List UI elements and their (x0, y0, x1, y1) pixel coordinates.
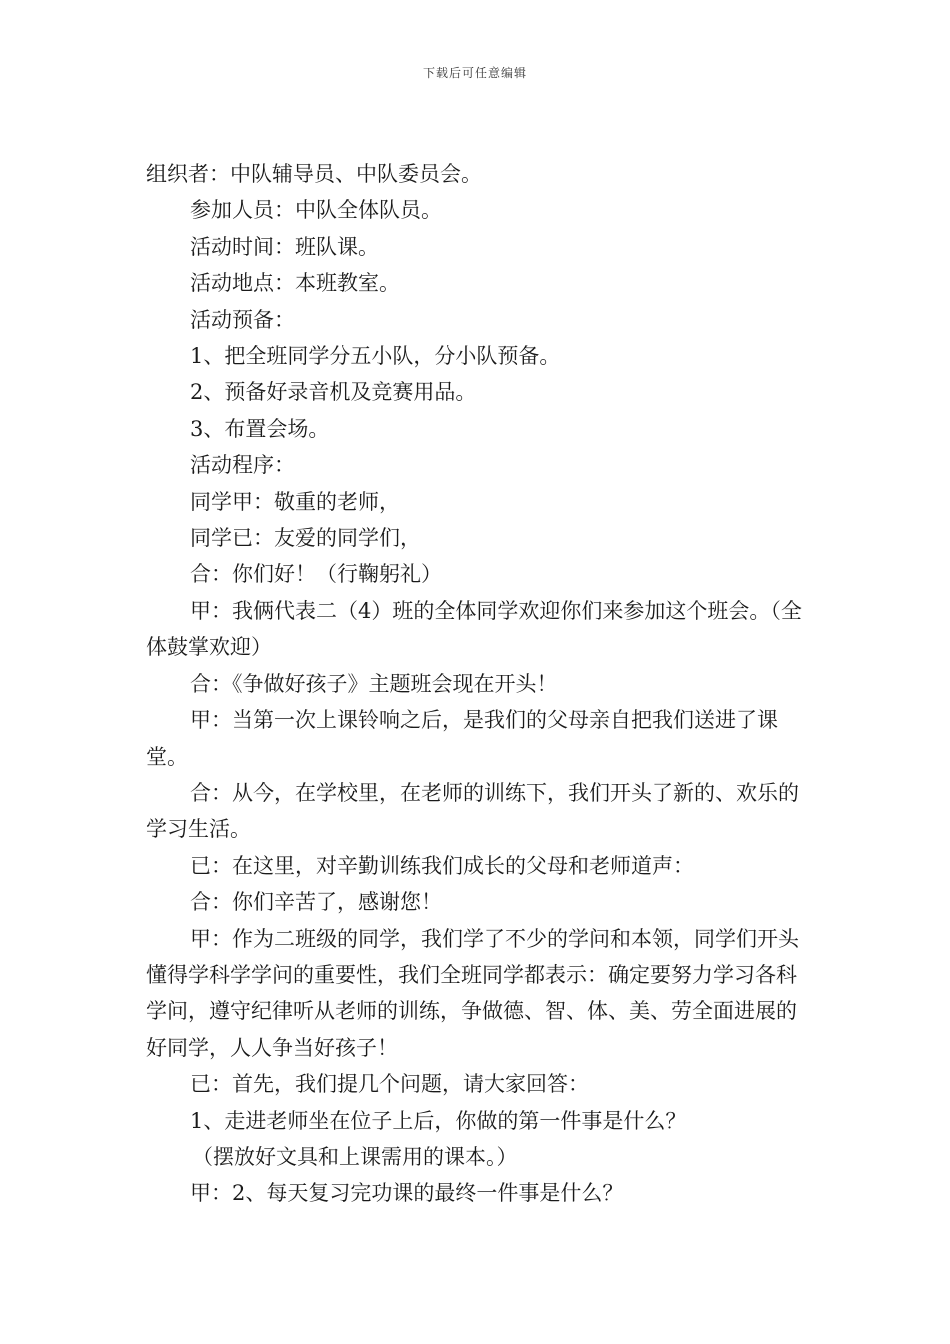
paragraph-dialogue: 甲：作为二班级的同学，我们学了不少的学问和本领，同学们开头懂得学科学学问的重要性，我们全班同学都表示：确定要努力学习各科学问，遵守纪律听从老师的训练，争做德、智、体、美、劳全面进展的好同学，人人争当好孩子！ (146, 926, 799, 1060)
paragraph-dialogue: 甲：当第一次上课铃响之后，是我们的父母亲自把我们送进了课堂。 (146, 708, 778, 769)
paragraph-participants: 参加人员：中队全体队员。 (190, 198, 442, 223)
paragraph-preparation-item-1: 1、把全班同学分五小队，分小队预备。 (190, 344, 561, 369)
paragraph-dialogue: 同学甲：敬重的老师， (190, 489, 400, 514)
paragraph-preparation-item-2: 2、预备好录音机及竞赛用品。 (190, 380, 477, 405)
paragraph-preparation-item-3: 3、布置会场。 (190, 416, 330, 441)
paragraph-location: 活动地点：本班教室。 (190, 271, 400, 296)
paragraph-dialogue: 已：在这里，对辛勤训练我们成长的父母和老师道声： (190, 853, 694, 878)
document-body (146, 156, 806, 1212)
paragraph-dialogue: 合：从今，在学校里，在老师的训练下，我们开头了新的、欢乐的学习生活。 (146, 780, 799, 842)
paragraph-time: 活动时间：班队课。 (190, 234, 379, 259)
paragraph-answer: （摆放好文具和上课需用的课本。） (192, 1144, 518, 1169)
paragraph-dialogue: 合：你们好！（行鞠躬礼） (190, 562, 442, 587)
page-header: 下载后可任意编辑 (422, 66, 527, 80)
paragraph-dialogue: 合：《争做好孩子》主题班会现在开头！ (190, 671, 558, 696)
paragraph-dialogue: 同学已：友爱的同学们， (190, 526, 421, 551)
paragraph-dialogue: 甲：我俩代表二（4）班的全体同学欢迎你们来参加这个班会。（全体鼓掌欢迎） (146, 598, 802, 660)
paragraph-dialogue: 合：你们辛苦了，感谢您！ (190, 890, 442, 915)
paragraph-dialogue: 已：首先，我们提几个问题，请大家回答： (190, 1072, 589, 1097)
paragraph-question: 1、走进老师坐在位子上后，你做的第一件事是什么？ (190, 1108, 687, 1133)
paragraph-question: 甲：2、每天复习完功课的最终一件事是什么？ (190, 1181, 624, 1206)
paragraph-organizer: 组织者：中队辅导员、中队委员会。 (146, 162, 482, 186)
paragraph-preparation-heading: 活动预备： (190, 307, 295, 332)
paragraph-procedure-heading: 活动程序： (190, 453, 295, 478)
